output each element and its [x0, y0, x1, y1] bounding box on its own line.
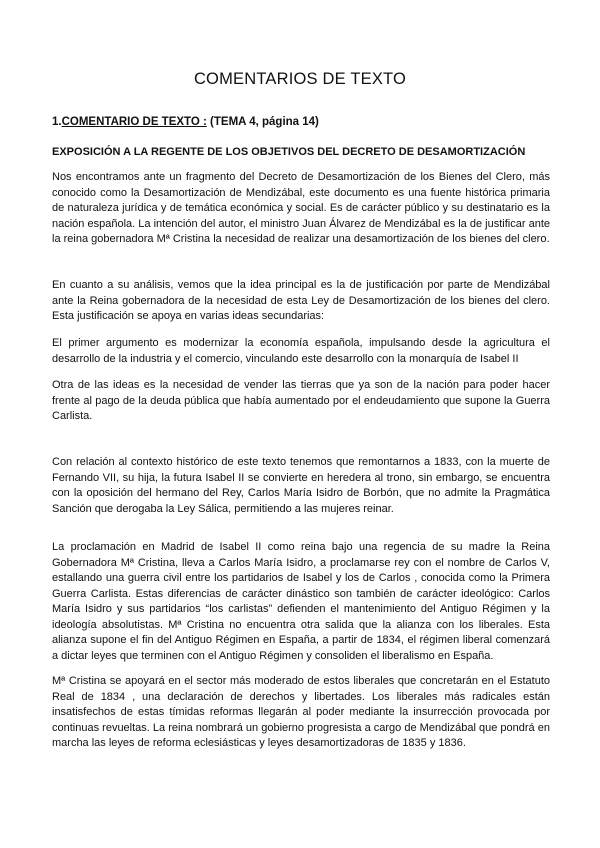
paragraph-analysis: En cuanto a su análisis, vemos que la idea principal es la de justificación por parte de Mendizábal ante la Reina gobernadora de la necesidad de esta Ley de Desamortización de los bienes del clero. Esta justificación se apoya en varias ideas secundarias:: [52, 279, 550, 322]
subheading-label: COMENTARIO DE TEXTO :: [61, 116, 207, 128]
text-heading: EXPOSICIÓN A LA REGENTE DE LOS OBJETIVOS DEL DECRETO DE DESAMORTIZACIÓN: [52, 146, 526, 158]
page-title: COMENTARIOS DE TEXTO: [193, 70, 407, 88]
paragraph-introduction: Nos encontramos ante un fragmento del Decreto de Desamortización de los Bienes del Clero, más conocido como la Desamortización de Mendizábal, este documento es una fuente histórica primaria de naturaleza jurídica y de temática económica y social. Es de carácter público y su destinatario es la nación española. La intención del autor, el ministro Juan Álvarez de Mendizábal es la de justificar ante la reina gobernadora Mª Cristina la necesidad de realizar una desamortización de los bienes del clero.: [52, 171, 550, 245]
paragraph-proclamation: La proclamación en Madrid de Isabel II como reina bajo una regencia de su madre la Reina Gobernadora Mª Cristina, lleva a Carlos María Isidro, a proclamarse rey con el nombre de Carlos V, estallando una guerra civil entre los partidarios de Isabel y los de Carlos , conocida como la Primera Guerra Carlista. Estas diferencias de carácter dinástico son también de carácter ideológico: Carlos María Isidro y sus partidarios “los carlistas” defienden el mantenimiento del Antiguo Régimen y la ideología absolutistas. Mª Cristina no encuentra otra salida que la alianza con los liberales. Esta alianza supone el fin del Antiguo Régimen en España, a partir de 1834, el régimen liberal comenzará a dictar leyes que terminen con el Antiguo Régimen y consoliden el liberalismo en España.: [52, 541, 550, 662]
section-subheading: [52, 116, 319, 128]
subheading-reference: (TEMA 4, página 14): [206, 116, 319, 128]
paragraph-second-argument: Otra de las ideas es la necesidad de vender las tierras que ya son de la nación para poder hacer frente al pago de la deuda pública que había aumentado por el endeudamiento que supone la Guerra Carlista.: [52, 379, 550, 422]
paragraph-historical-context: Con relación al contexto histórico de este texto tenemos que remontarnos a 1833, con la muerte de Fernando VII, su hija, la futura Isabel II se convierte en heredera al trono, sin embargo, se encuentra con la oposición del hermano del Rey, Carlos María Isidro de Borbón, que no admite la Pragmática Sanción que derogaba la Ley Sálica, permitiendo a las mujeres reinar.: [52, 456, 550, 515]
paragraph-liberals: Mª Cristina se apoyará en el sector más moderado de estos liberales que concretarán en el Estatuto Real de 1834 , una declaración de derechos y libertades. Los liberales más radicales están insatisfechos de estas tímidas reformas llegarán al poder mediante la insurrección provocada por continuas revueltas. La reina nombrará un gobierno progresista a cargo de Mendizábal que pondrá en marcha las leyes de reforma eclesiásticas y leyes desamortizadoras de 1835 y 1836.: [52, 675, 550, 749]
subheading-number: 1.: [52, 116, 62, 128]
paragraph-first-argument: El primer argumento es modernizar la economía española, impulsando desde la agricultura el desarrollo de la industria y el comercio, vinculando este desarrollo con la monarquía de Isabel II: [52, 337, 550, 365]
